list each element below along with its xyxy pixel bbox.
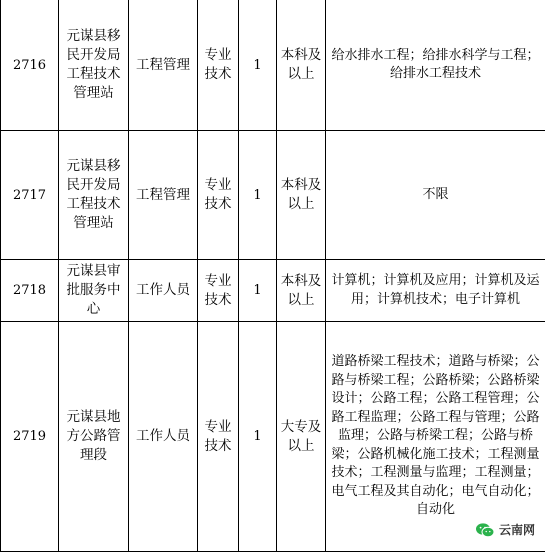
education-requirement: 本科及以上 xyxy=(277,131,326,260)
table-row xyxy=(1,0,545,131)
unit-name: 元谋县移民开发局工程技术管理站 xyxy=(59,131,129,260)
education-requirement: 本科及以上 xyxy=(277,0,326,131)
hire-count: 1 xyxy=(239,131,277,260)
table-row xyxy=(1,260,545,322)
position-category: 专业技术 xyxy=(198,131,239,260)
table-row xyxy=(1,131,545,260)
position-category: 专业技术 xyxy=(198,322,239,552)
hire-count: 1 xyxy=(239,322,277,552)
row-id: 2717 xyxy=(1,131,59,260)
wechat-icon xyxy=(475,522,495,538)
hire-count: 1 xyxy=(239,0,277,131)
watermark-text: 云南网 xyxy=(499,521,535,538)
unit-name: 元谋县审批服务中心 xyxy=(59,260,129,322)
education-requirement: 本科及以上 xyxy=(277,260,326,322)
row-id: 2716 xyxy=(1,0,59,131)
major-requirement: 不限 xyxy=(326,131,545,260)
position-name: 工作人员 xyxy=(129,322,198,552)
major-requirement: 给水排水工程；给排水科学与工程；给排水工程技术 xyxy=(326,0,545,131)
watermark xyxy=(471,520,539,539)
major-requirement: 计算机；计算机及应用；计算机及运用；计算机技术；电子计算机 xyxy=(326,260,545,322)
unit-name: 元谋县移民开发局工程技术管理站 xyxy=(59,0,129,131)
education-requirement: 大专及以上 xyxy=(277,322,326,552)
position-name: 工程管理 xyxy=(129,0,198,131)
position-category: 专业技术 xyxy=(198,260,239,322)
position-name: 工作人员 xyxy=(129,260,198,322)
row-id: 2719 xyxy=(1,322,59,552)
position-name: 工程管理 xyxy=(129,131,198,260)
row-id: 2718 xyxy=(1,260,59,322)
unit-name: 元谋县地方公路管理段 xyxy=(59,322,129,552)
position-category: 专业技术 xyxy=(198,0,239,131)
table-row xyxy=(1,322,545,552)
major-requirement: 道路桥梁工程技术；道路与桥梁；公路与桥梁工程；公路桥梁；公路桥梁设计；公路工程；公路工程管理；公路工程监理；公路工程与管理；公路监理；公路与桥梁工程；公路与桥梁；公路机械化施工技术；工程测量技术；工程测量与监理；工程测量；电气工程及其自动化；电气自动化；自动化 xyxy=(326,322,545,552)
hire-count: 1 xyxy=(239,260,277,322)
